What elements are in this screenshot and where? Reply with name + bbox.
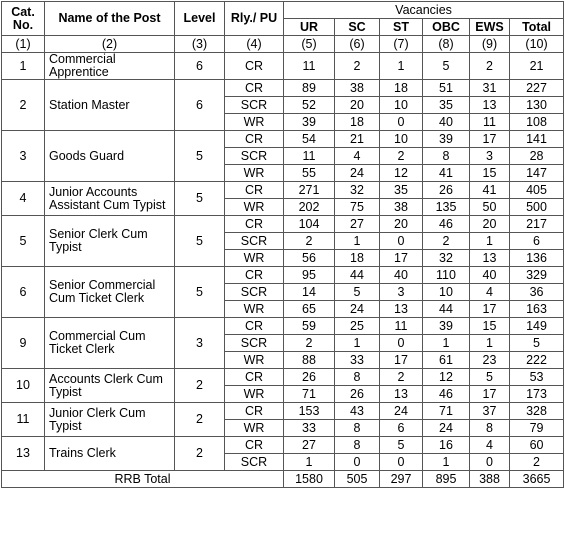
total-cell: 53: [510, 369, 564, 386]
obc-cell: 46: [423, 386, 470, 403]
ur-cell: 271: [284, 182, 335, 199]
table-row: [2, 182, 564, 199]
post-name-cell: Accounts Clerk Cum Typist: [45, 369, 175, 403]
cat-no-cell: 13: [2, 437, 45, 471]
ews-cell: 1: [470, 335, 510, 352]
st-cell: 5: [380, 437, 423, 454]
header-cat-no: Cat. No.: [2, 2, 45, 36]
obc-cell: 44: [423, 301, 470, 318]
st-cell: 0: [380, 114, 423, 131]
table-body: [2, 53, 564, 488]
ews-cell: 15: [470, 318, 510, 335]
railway-cell: WR: [225, 250, 284, 267]
header-ews: EWS: [470, 19, 510, 36]
level-cell: 6: [175, 80, 225, 131]
total-cell: 328: [510, 403, 564, 420]
ews-cell: 15: [470, 165, 510, 182]
level-cell: 5: [175, 216, 225, 267]
ews-cell: 17: [470, 131, 510, 148]
column-number-cell: (6): [335, 36, 380, 53]
obc-cell: 135: [423, 199, 470, 216]
table-row: [2, 131, 564, 148]
ur-cell: 104: [284, 216, 335, 233]
railway-cell: SCR: [225, 454, 284, 471]
sc-cell: 5: [335, 284, 380, 301]
sc-cell: 43: [335, 403, 380, 420]
ews-cell: 8: [470, 420, 510, 437]
railway-cell: SCR: [225, 97, 284, 114]
cat-no-cell: 11: [2, 403, 45, 437]
sc-cell: 1: [335, 233, 380, 250]
obc-cell: 26: [423, 182, 470, 199]
railway-cell: WR: [225, 165, 284, 182]
st-cell: 12: [380, 165, 423, 182]
st-cell: 10: [380, 131, 423, 148]
post-name-cell: Junior Accounts Assistant Cum Typist: [45, 182, 175, 216]
post-name-cell: Senior Clerk Cum Typist: [45, 216, 175, 267]
column-number-cell: (3): [175, 36, 225, 53]
total-cell: 500: [510, 199, 564, 216]
ews-cell: 37: [470, 403, 510, 420]
total-cell: 2: [510, 454, 564, 471]
st-cell: 18: [380, 80, 423, 97]
ews-cell: 1: [470, 233, 510, 250]
rrb-total-ur: 1580: [284, 471, 335, 488]
ur-cell: 88: [284, 352, 335, 369]
total-cell: 108: [510, 114, 564, 131]
sc-cell: 1: [335, 335, 380, 352]
column-number-cell: (7): [380, 36, 423, 53]
total-cell: 329: [510, 267, 564, 284]
level-cell: 2: [175, 403, 225, 437]
total-cell: 405: [510, 182, 564, 199]
post-name-cell: Commercial Cum Ticket Clerk: [45, 318, 175, 369]
sc-cell: 18: [335, 114, 380, 131]
obc-cell: 61: [423, 352, 470, 369]
ur-cell: 89: [284, 80, 335, 97]
railway-cell: CR: [225, 369, 284, 386]
obc-cell: 32: [423, 250, 470, 267]
total-cell: 147: [510, 165, 564, 182]
railway-cell: WR: [225, 386, 284, 403]
header-ur: UR: [284, 19, 335, 36]
table-row: [2, 403, 564, 420]
header-level: Level: [175, 2, 225, 36]
total-cell: 163: [510, 301, 564, 318]
header-obc: OBC: [423, 19, 470, 36]
vacancy-table: [1, 1, 564, 488]
ur-cell: 2: [284, 233, 335, 250]
railway-cell: CR: [225, 80, 284, 97]
header-st: ST: [380, 19, 423, 36]
railway-cell: SCR: [225, 233, 284, 250]
table-row: [2, 80, 564, 97]
sc-cell: 0: [335, 454, 380, 471]
sc-cell: 20: [335, 97, 380, 114]
railway-cell: CR: [225, 131, 284, 148]
cat-no-cell: 1: [2, 53, 45, 80]
post-name-cell: Goods Guard: [45, 131, 175, 182]
total-cell: 141: [510, 131, 564, 148]
ur-cell: 26: [284, 369, 335, 386]
st-cell: 10: [380, 97, 423, 114]
rrb-total-st: 297: [380, 471, 423, 488]
post-name-cell: Junior Clerk Cum Typist: [45, 403, 175, 437]
cat-no-cell: 10: [2, 369, 45, 403]
ur-cell: 95: [284, 267, 335, 284]
obc-cell: 39: [423, 131, 470, 148]
st-cell: 35: [380, 182, 423, 199]
cat-no-cell: 6: [2, 267, 45, 318]
railway-cell: CR: [225, 437, 284, 454]
ews-cell: 50: [470, 199, 510, 216]
ews-cell: 17: [470, 386, 510, 403]
sc-cell: 44: [335, 267, 380, 284]
total-cell: 21: [510, 53, 564, 80]
ews-cell: 2: [470, 53, 510, 80]
header-post-name: Name of the Post: [45, 2, 175, 36]
rrb-total-ews: 388: [470, 471, 510, 488]
sc-cell: 25: [335, 318, 380, 335]
sc-cell: 75: [335, 199, 380, 216]
ews-cell: 0: [470, 454, 510, 471]
railway-cell: SCR: [225, 335, 284, 352]
total-cell: 6: [510, 233, 564, 250]
ur-cell: 14: [284, 284, 335, 301]
obc-cell: 110: [423, 267, 470, 284]
ur-cell: 39: [284, 114, 335, 131]
total-cell: 222: [510, 352, 564, 369]
railway-cell: CR: [225, 403, 284, 420]
st-cell: 40: [380, 267, 423, 284]
level-cell: 5: [175, 131, 225, 182]
ur-cell: 11: [284, 148, 335, 165]
level-cell: 5: [175, 267, 225, 318]
obc-cell: 35: [423, 97, 470, 114]
ews-cell: 5: [470, 369, 510, 386]
obc-cell: 5: [423, 53, 470, 80]
header-sc: SC: [335, 19, 380, 36]
column-number-cell: (8): [423, 36, 470, 53]
st-cell: 2: [380, 369, 423, 386]
ews-cell: 3: [470, 148, 510, 165]
sc-cell: 24: [335, 301, 380, 318]
st-cell: 1: [380, 53, 423, 80]
sc-cell: 26: [335, 386, 380, 403]
sc-cell: 21: [335, 131, 380, 148]
header-total: Total: [510, 19, 564, 36]
ews-cell: 23: [470, 352, 510, 369]
obc-cell: 2: [423, 233, 470, 250]
post-name-cell: Trains Clerk: [45, 437, 175, 471]
st-cell: 11: [380, 318, 423, 335]
post-name-cell: Senior Commercial Cum Ticket Clerk: [45, 267, 175, 318]
table-row: [2, 437, 564, 454]
cat-no-cell: 9: [2, 318, 45, 369]
cat-no-cell: 4: [2, 182, 45, 216]
ur-cell: 59: [284, 318, 335, 335]
table-row: [2, 53, 564, 80]
level-cell: 6: [175, 53, 225, 80]
sc-cell: 24: [335, 165, 380, 182]
st-cell: 6: [380, 420, 423, 437]
railway-cell: SCR: [225, 148, 284, 165]
obc-cell: 46: [423, 216, 470, 233]
total-cell: 130: [510, 97, 564, 114]
sc-cell: 32: [335, 182, 380, 199]
total-cell: 227: [510, 80, 564, 97]
total-cell: 79: [510, 420, 564, 437]
column-number-cell: (5): [284, 36, 335, 53]
obc-cell: 39: [423, 318, 470, 335]
railway-cell: WR: [225, 199, 284, 216]
obc-cell: 41: [423, 165, 470, 182]
column-number-cell: (10): [510, 36, 564, 53]
ur-cell: 11: [284, 53, 335, 80]
post-name-cell: Station Master: [45, 80, 175, 131]
ur-cell: 33: [284, 420, 335, 437]
ews-cell: 20: [470, 216, 510, 233]
ur-cell: 54: [284, 131, 335, 148]
st-cell: 38: [380, 199, 423, 216]
column-number-cell: (2): [45, 36, 175, 53]
obc-cell: 24: [423, 420, 470, 437]
total-cell: 36: [510, 284, 564, 301]
total-cell: 28: [510, 148, 564, 165]
st-cell: 0: [380, 233, 423, 250]
sc-cell: 18: [335, 250, 380, 267]
table-row: [2, 216, 564, 233]
st-cell: 17: [380, 352, 423, 369]
ur-cell: 71: [284, 386, 335, 403]
obc-cell: 71: [423, 403, 470, 420]
total-cell: 60: [510, 437, 564, 454]
ur-cell: 52: [284, 97, 335, 114]
cat-no-cell: 2: [2, 80, 45, 131]
ur-cell: 1: [284, 454, 335, 471]
railway-cell: CR: [225, 318, 284, 335]
st-cell: 3: [380, 284, 423, 301]
cat-no-cell: 5: [2, 216, 45, 267]
rrb-total-sc: 505: [335, 471, 380, 488]
sc-cell: 8: [335, 437, 380, 454]
level-cell: 2: [175, 369, 225, 403]
ews-cell: 17: [470, 301, 510, 318]
sc-cell: 8: [335, 420, 380, 437]
ur-cell: 153: [284, 403, 335, 420]
st-cell: 20: [380, 216, 423, 233]
railway-cell: SCR: [225, 284, 284, 301]
cat-no-cell: 3: [2, 131, 45, 182]
st-cell: 24: [380, 403, 423, 420]
ews-cell: 4: [470, 284, 510, 301]
table-row: [2, 318, 564, 335]
rrb-total-label: RRB Total: [2, 471, 284, 488]
ews-cell: 4: [470, 437, 510, 454]
ur-cell: 2: [284, 335, 335, 352]
total-cell: 136: [510, 250, 564, 267]
st-cell: 2: [380, 148, 423, 165]
sc-cell: 8: [335, 369, 380, 386]
ews-cell: 11: [470, 114, 510, 131]
column-number-cell: (4): [225, 36, 284, 53]
sc-cell: 2: [335, 53, 380, 80]
total-cell: 149: [510, 318, 564, 335]
st-cell: 13: [380, 386, 423, 403]
ews-cell: 13: [470, 250, 510, 267]
ews-cell: 31: [470, 80, 510, 97]
railway-cell: WR: [225, 114, 284, 131]
post-name-cell: Commercial Apprentice: [45, 53, 175, 80]
obc-cell: 51: [423, 80, 470, 97]
ur-cell: 56: [284, 250, 335, 267]
railway-cell: CR: [225, 216, 284, 233]
railway-cell: CR: [225, 53, 284, 80]
column-number-cell: (9): [470, 36, 510, 53]
railway-cell: CR: [225, 182, 284, 199]
ur-cell: 65: [284, 301, 335, 318]
railway-cell: WR: [225, 352, 284, 369]
sc-cell: 33: [335, 352, 380, 369]
ews-cell: 13: [470, 97, 510, 114]
st-cell: 0: [380, 454, 423, 471]
header-vacancies: Vacancies: [284, 2, 564, 19]
obc-cell: 16: [423, 437, 470, 454]
column-number-row: [2, 36, 564, 53]
obc-cell: 40: [423, 114, 470, 131]
rrb-total-obc: 895: [423, 471, 470, 488]
st-cell: 13: [380, 301, 423, 318]
obc-cell: 12: [423, 369, 470, 386]
ur-cell: 27: [284, 437, 335, 454]
level-cell: 5: [175, 182, 225, 216]
table-row: [2, 267, 564, 284]
table-row: [2, 369, 564, 386]
header-rly-pu: Rly./ PU: [225, 2, 284, 36]
obc-cell: 1: [423, 454, 470, 471]
column-number-cell: (1): [2, 36, 45, 53]
railway-cell: WR: [225, 420, 284, 437]
level-cell: 3: [175, 318, 225, 369]
ews-cell: 41: [470, 182, 510, 199]
sc-cell: 38: [335, 80, 380, 97]
railway-cell: WR: [225, 301, 284, 318]
rrb-total-grand: 3665: [510, 471, 564, 488]
total-cell: 5: [510, 335, 564, 352]
ur-cell: 202: [284, 199, 335, 216]
st-cell: 0: [380, 335, 423, 352]
obc-cell: 8: [423, 148, 470, 165]
total-cell: 173: [510, 386, 564, 403]
obc-cell: 1: [423, 335, 470, 352]
ews-cell: 40: [470, 267, 510, 284]
total-cell: 217: [510, 216, 564, 233]
sc-cell: 4: [335, 148, 380, 165]
sc-cell: 27: [335, 216, 380, 233]
st-cell: 17: [380, 250, 423, 267]
rrb-total-row: [2, 471, 564, 488]
obc-cell: 10: [423, 284, 470, 301]
level-cell: 2: [175, 437, 225, 471]
ur-cell: 55: [284, 165, 335, 182]
railway-cell: CR: [225, 267, 284, 284]
